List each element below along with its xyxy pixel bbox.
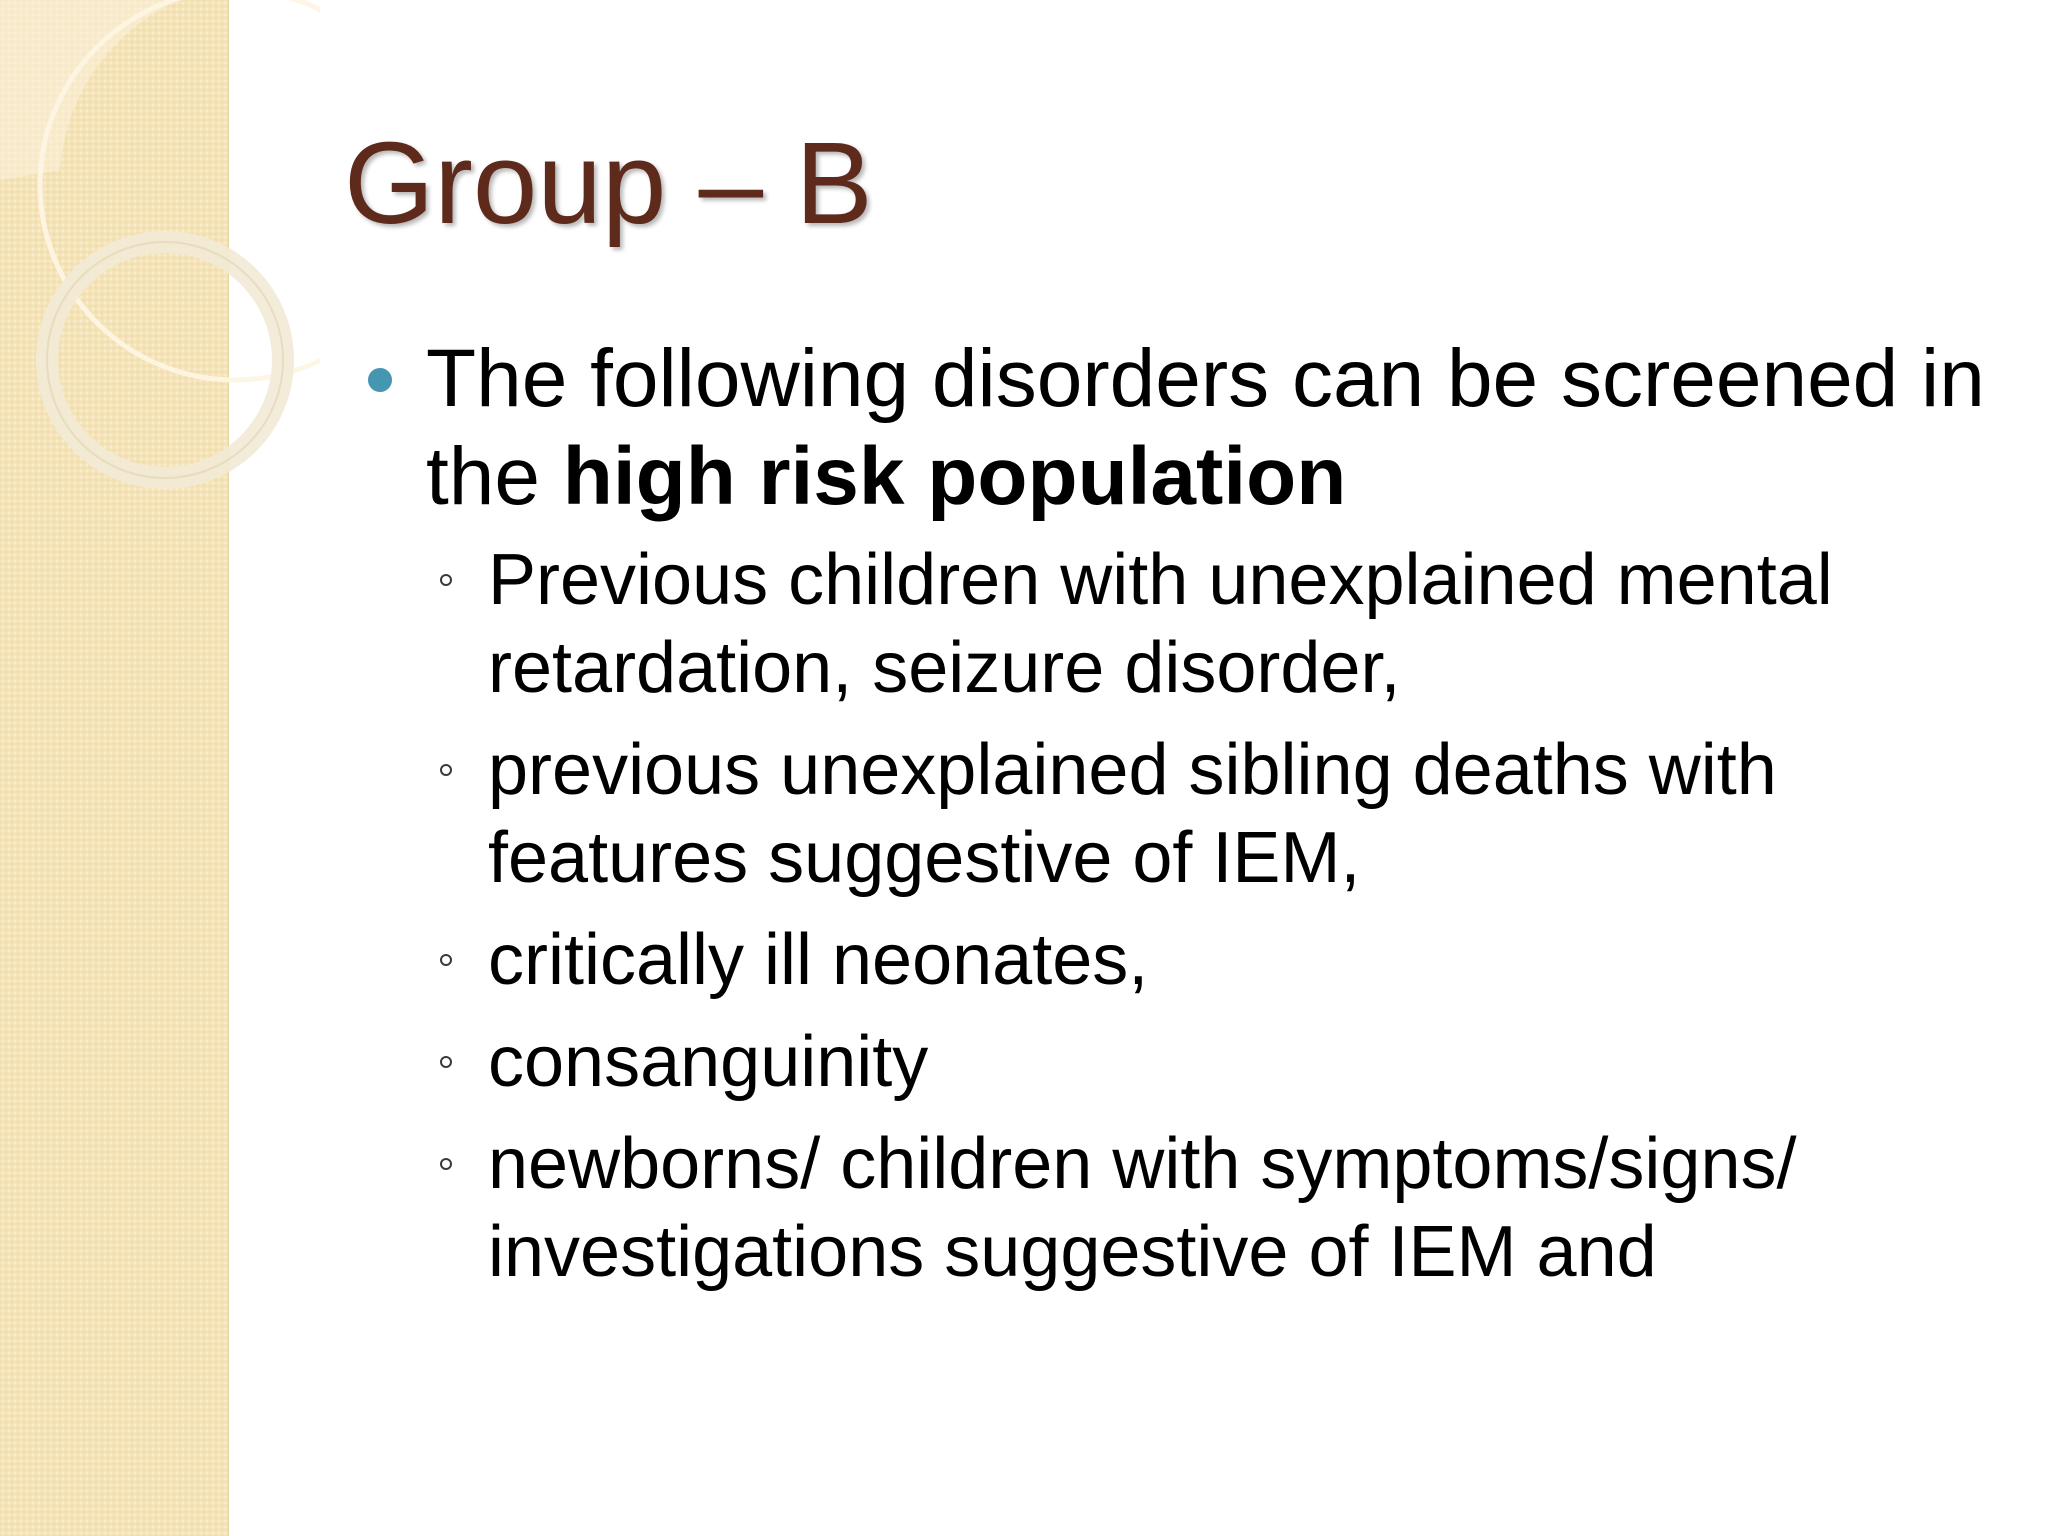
list-item bbox=[360, 536, 2020, 712]
filled-circle-bullet-icon bbox=[368, 368, 392, 392]
list-item-text: consanguinity bbox=[488, 1022, 929, 1102]
list-item bbox=[360, 1018, 2020, 1106]
slide-title: Group – B bbox=[344, 118, 873, 248]
hollow-circle-bullet-icon bbox=[440, 1056, 452, 1068]
main-bullet-point bbox=[360, 330, 2020, 526]
list-item-text: previous unexplained sibling deaths with features suggestive of IEM, bbox=[488, 730, 1777, 898]
list-item-text: Previous children with unexplained mental retardation, seizure disorder, bbox=[488, 540, 1833, 708]
list-item bbox=[360, 1120, 2020, 1296]
main-point-text: The following disorders can be screened in the bbox=[426, 333, 1985, 522]
slide-content bbox=[360, 330, 2020, 1310]
hollow-circle-bullet-icon bbox=[440, 1158, 452, 1170]
decorative-rings-icon bbox=[0, 0, 320, 520]
hollow-circle-bullet-icon bbox=[440, 764, 452, 776]
hollow-circle-bullet-icon bbox=[440, 574, 452, 586]
sub-bullet-list bbox=[360, 536, 2020, 1296]
main-point-emphasis: high risk population bbox=[562, 431, 1347, 522]
list-item bbox=[360, 726, 2020, 902]
hollow-circle-bullet-icon bbox=[440, 954, 452, 966]
list-item-text: newborns/ children with symptoms/signs/ investigations suggestive of IEM and bbox=[488, 1124, 1797, 1292]
list-item bbox=[360, 916, 2020, 1004]
list-item-text: critically ill neonates, bbox=[488, 920, 1149, 1000]
